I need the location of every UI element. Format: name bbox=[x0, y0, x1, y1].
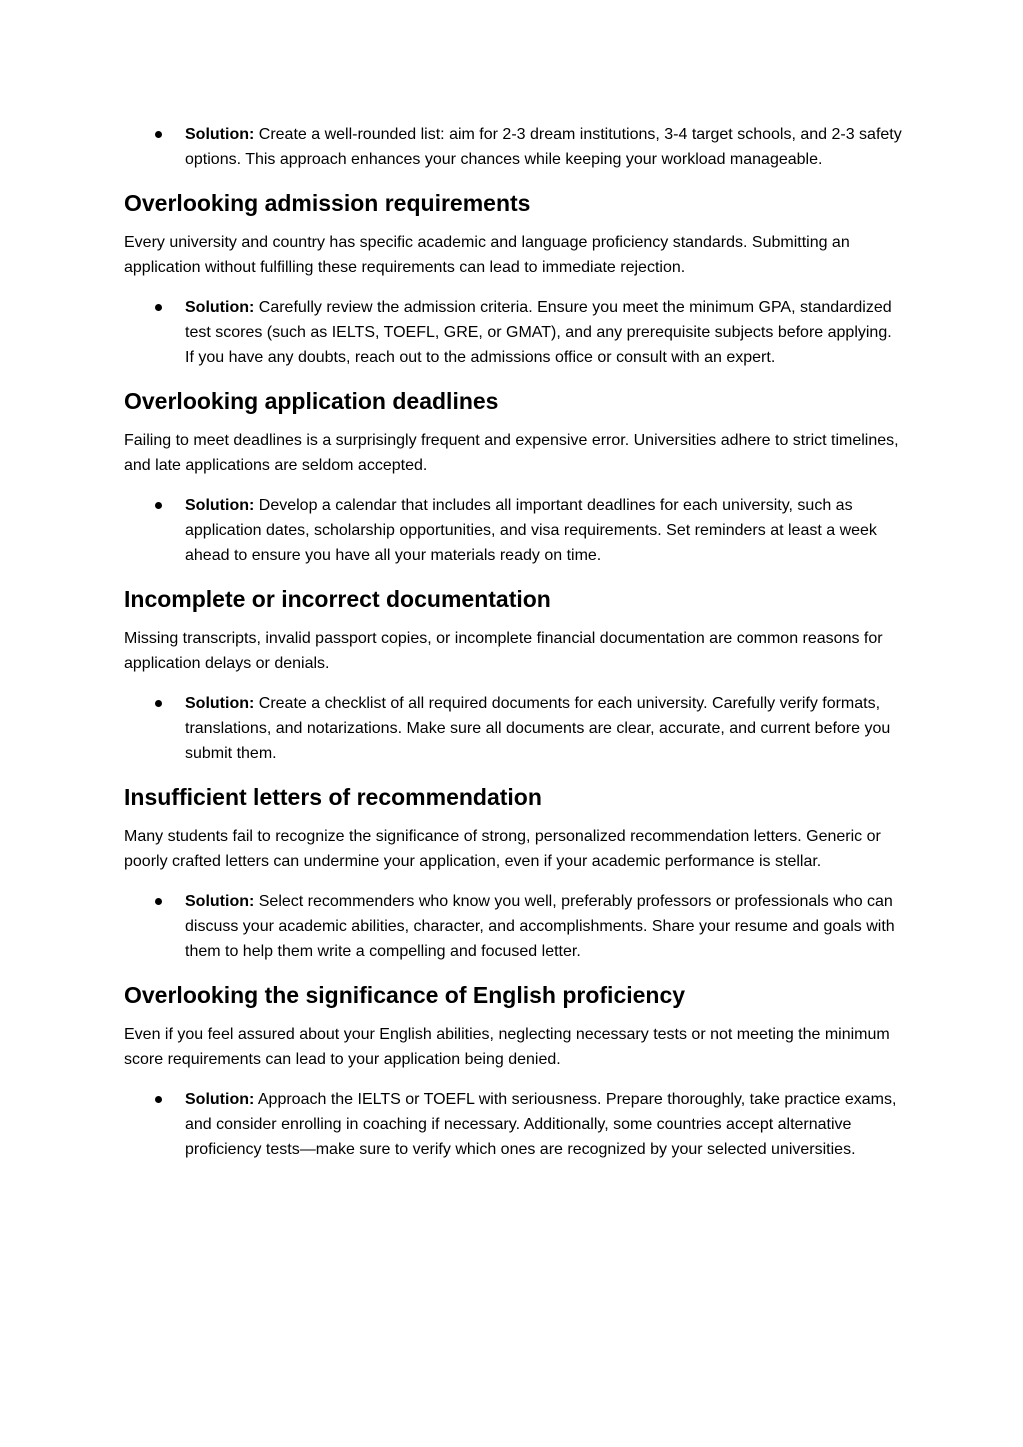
bullet-label: Solution: bbox=[185, 695, 255, 712]
section-heading-admission-requirements: Overlooking admission requirements bbox=[124, 190, 531, 216]
bullet-text: Carefully review the admission criteria. Ensure you meet the minimum GPA, standardized test scores (such as IELTS, TOEFL, GRE, or GMAT), and any prerequisite subjects before applying. If you have any doubts, reach out to the admissions office or consult with an expert. bbox=[185, 299, 892, 366]
bullet-dot-icon bbox=[155, 898, 162, 905]
intro-solution-bullet bbox=[185, 122, 904, 172]
bullet-text: Develop a calendar that includes all important deadlines for each university, such as application dates, scholarship opportunities, and visa requirements. Set reminders at least a week ahead to ensure you have all your materials ready on time. bbox=[185, 497, 877, 564]
solution-bullet bbox=[185, 889, 904, 964]
bullet-text: Approach the IELTS or TOEFL with seriousness. Prepare thoroughly, take practice exams, and consider enrolling in coaching if necessary. Additionally, some countries accept alternative proficiency tests—make sure to verify which ones are recognized by your selected universities. bbox=[185, 1091, 897, 1158]
section-paragraph: Many students fail to recognize the significance of strong, personalized recommendation letters. Generic or poorly crafted letters can undermine your application, even if your academic performance is stellar. bbox=[124, 828, 881, 870]
solution-bullet bbox=[185, 1087, 904, 1162]
section-paragraph: Even if you feel assured about your English abilities, neglecting necessary tests or not meeting the minimum score requirements can lead to your application being denied. bbox=[124, 1026, 890, 1068]
bullet-dot-icon bbox=[155, 131, 162, 138]
section-heading-application-deadlines: Overlooking application deadlines bbox=[124, 388, 499, 414]
bullet-text: Select recommenders who know you well, preferably professors or professionals who can discuss your academic abilities, character, and accomplishments. Share your resume and goals with them to help them write a compelling and focused letter. bbox=[185, 893, 895, 960]
section-paragraph: Missing transcripts, invalid passport copies, or incomplete financial documentation are common reasons for application delays or denials. bbox=[124, 630, 883, 672]
section-paragraph: Failing to meet deadlines is a surprisingly frequent and expensive error. Universities adhere to strict timelines, and late applications are seldom accepted. bbox=[124, 432, 899, 474]
bullet-dot-icon bbox=[155, 304, 162, 311]
bullet-dot-icon bbox=[155, 1096, 162, 1103]
bullet-text: Create a checklist of all required documents for each university. Carefully verify formats, translations, and notarizations. Make sure all documents are clear, accurate, and current before you submit them. bbox=[185, 695, 891, 762]
bullet-label: Solution: bbox=[185, 126, 255, 143]
bullet-dot-icon bbox=[155, 502, 162, 509]
bullet-label: Solution: bbox=[185, 893, 255, 910]
solution-bullet bbox=[185, 493, 904, 568]
bullet-text: Create a well-rounded list: aim for 2-3 dream institutions, 3-4 target schools, and 2-3 safety options. This approach enhances your chances while keeping your workload manageable. bbox=[185, 126, 902, 168]
bullet-label: Solution: bbox=[185, 299, 255, 316]
solution-bullet bbox=[185, 295, 904, 370]
section-heading-recommendation-letters: Insufficient letters of recommendation bbox=[124, 784, 542, 810]
document-content bbox=[124, 122, 904, 1162]
section-paragraph: Every university and country has specific academic and language proficiency standards. Submitting an application without fulfilling these requirements can lead to immediate rejection. bbox=[124, 234, 850, 276]
section-heading-documentation: Incomplete or incorrect documentation bbox=[124, 586, 551, 612]
section-heading-english-proficiency: Overlooking the significance of English proficiency bbox=[124, 982, 686, 1008]
bullet-label: Solution: bbox=[185, 1091, 255, 1108]
solution-bullet bbox=[185, 691, 904, 766]
bullet-dot-icon bbox=[155, 700, 162, 707]
bullet-label: Solution: bbox=[185, 497, 255, 514]
